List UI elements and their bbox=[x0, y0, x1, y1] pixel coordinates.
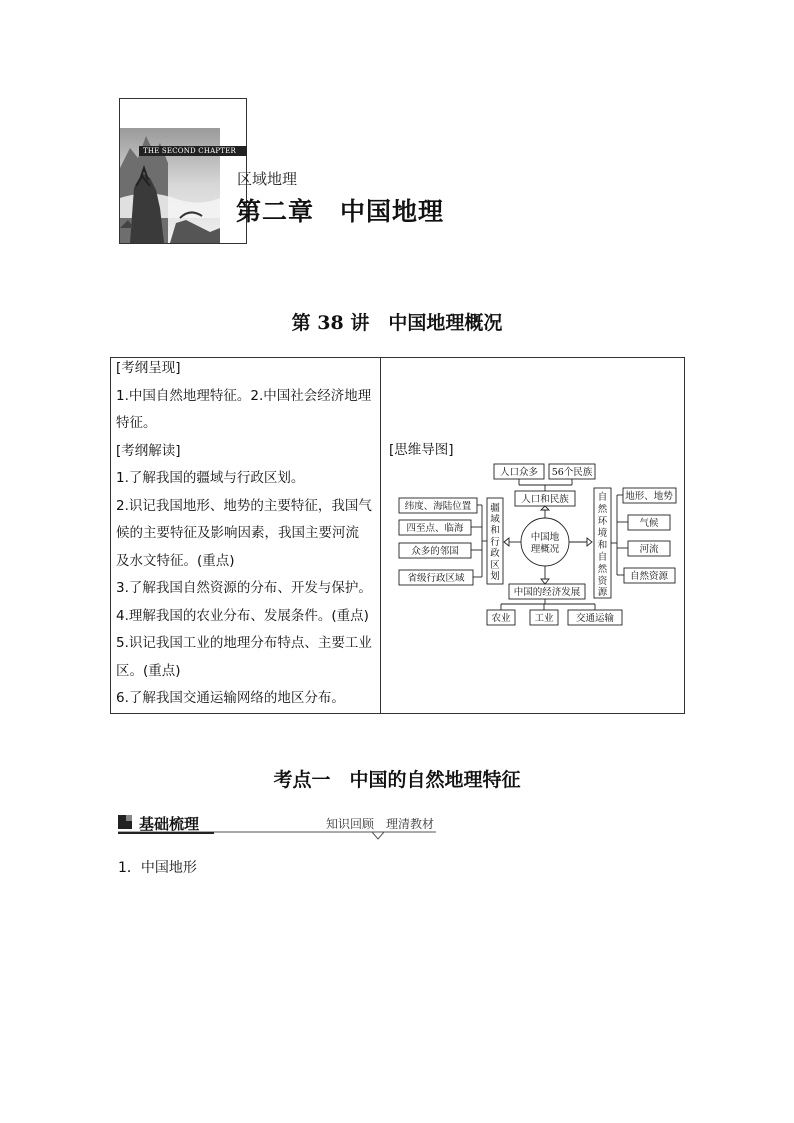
mindmap-vertical-char: 区 bbox=[490, 560, 500, 571]
mindmap-vertical-char: 源 bbox=[597, 587, 608, 598]
mindmap-text: 省级行政区域 bbox=[407, 573, 465, 584]
chapter-subtitle: 区域地理 bbox=[237, 170, 298, 188]
table-divider bbox=[380, 357, 381, 714]
mindmap-diagram bbox=[390, 458, 680, 633]
mindmap-vertical-char: 政 bbox=[490, 548, 500, 559]
mindmap-text: 理概况 bbox=[530, 544, 560, 555]
outline-line: 4.理解我国的农业分布、发展条件。(重点) bbox=[116, 607, 369, 624]
mindmap-vertical-char: 然 bbox=[597, 564, 608, 575]
mindmap-text: 56个民族 bbox=[551, 467, 593, 478]
mindmap-vertical-char: 自 bbox=[597, 552, 608, 563]
mindmap-text: 中国的经济发展 bbox=[513, 587, 581, 598]
mindmap-text: 纬度、海陆位置 bbox=[404, 501, 472, 512]
mindmap-text: 工业 bbox=[534, 613, 554, 624]
chapter-title: 第二章 中国地理 bbox=[236, 197, 445, 226]
mindmap-text: 人口众多 bbox=[499, 467, 539, 478]
mindmap-vertical-char: 自 bbox=[597, 492, 608, 503]
mindmap-vertical-char: 然 bbox=[597, 504, 608, 515]
outline-line: 2.识记我国地形、地势的主要特征，我国气 bbox=[116, 497, 372, 514]
lecture-title: 第 38 讲 中国地理概况 bbox=[291, 312, 503, 334]
mindmap-vertical-char: 划 bbox=[490, 571, 500, 582]
mindmap-text: 人口和民族 bbox=[521, 494, 569, 505]
section-rule bbox=[118, 831, 436, 843]
mindmap-vertical-char: 资 bbox=[597, 576, 608, 587]
mindmap-vertical-char: 域 bbox=[490, 514, 500, 525]
mindmap-vertical-char: 和 bbox=[490, 525, 500, 536]
mindmap-vertical-char: 境 bbox=[597, 528, 608, 539]
outline-item: 1．中国地形 bbox=[118, 860, 197, 876]
mindmap-text: 自然资源 bbox=[629, 571, 669, 582]
mindmap-vertical-char: 疆 bbox=[490, 503, 500, 514]
mindmap-text: 河流 bbox=[639, 544, 659, 555]
outline-line: 6.了解我国交通运输网络的地区分布。 bbox=[116, 690, 345, 706]
outline-line: 5.识记我国工业的地理分布特点、主要工业 bbox=[116, 635, 372, 651]
mindmap-label: [思维导图] bbox=[389, 442, 454, 458]
square-block-icon bbox=[118, 815, 132, 829]
outline-line: 区。(重点) bbox=[116, 662, 181, 679]
section-title: 考点一 中国的自然地理特征 bbox=[273, 769, 521, 791]
mindmap-vertical-char: 行 bbox=[490, 537, 500, 548]
mindmap-text: 中国地 bbox=[530, 532, 560, 543]
outline-line: 候的主要特征及影响因素，我国主要河流 bbox=[116, 525, 359, 541]
outline-line: 特征。 bbox=[116, 415, 157, 431]
chapter-banner: THE SECOND CHAPTER bbox=[139, 146, 247, 156]
outline-line: 1.中国自然地理特征。2.中国社会经济地理 bbox=[116, 387, 372, 404]
outline-line: 3.了解我国自然资源的分布、开发与保护。 bbox=[116, 580, 372, 596]
mindmap-vertical-char: 和 bbox=[597, 540, 608, 551]
basics-tagline: 知识回顾 理清教材 bbox=[326, 817, 435, 831]
mindmap-text: 气候 bbox=[639, 518, 659, 529]
mindmap-text: 众多的邻国 bbox=[411, 546, 459, 557]
mindmap-text: 农业 bbox=[491, 613, 511, 624]
basics-title: 基础梳理 bbox=[139, 815, 200, 833]
outline-line: [考纲解读] bbox=[116, 442, 181, 459]
mindmap-text: 交通运输 bbox=[575, 613, 615, 624]
mindmap-text: 地形、地势 bbox=[625, 491, 673, 502]
mindmap-vertical-char: 环 bbox=[597, 516, 608, 527]
outline-line: [考纲呈现] bbox=[116, 360, 181, 376]
mindmap-text: 四至点、临海 bbox=[406, 523, 464, 534]
outline-line: 及水文特征。(重点) bbox=[116, 552, 235, 569]
outline-line: 1.了解我国的疆域与行政区划。 bbox=[116, 470, 305, 486]
